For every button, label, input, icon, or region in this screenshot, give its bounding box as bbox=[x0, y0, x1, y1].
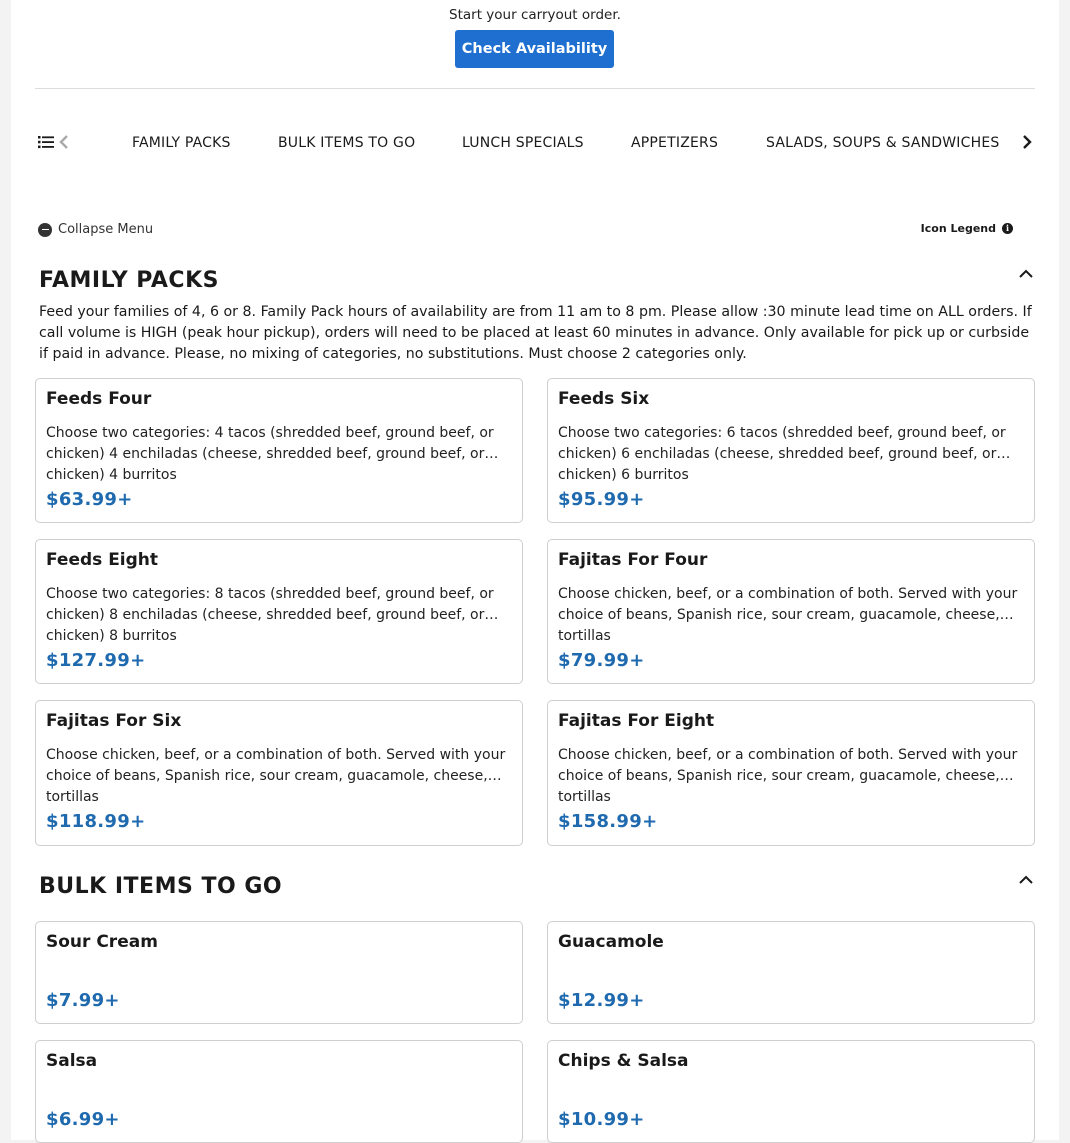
icon-legend-button[interactable] bbox=[921, 222, 1013, 235]
item-price: $118.99+ bbox=[46, 811, 146, 832]
item-price: $158.99+ bbox=[558, 811, 658, 832]
item-name: Guacamole bbox=[558, 932, 664, 952]
item-price: $7.99+ bbox=[46, 990, 120, 1011]
category-nav bbox=[35, 124, 1035, 164]
menu-item-card[interactable] bbox=[547, 539, 1035, 684]
item-price: $127.99+ bbox=[46, 650, 146, 671]
item-price: $10.99+ bbox=[558, 1109, 645, 1130]
section-title: BULK ITEMS TO GO bbox=[39, 874, 283, 899]
menu-item-card[interactable] bbox=[547, 1040, 1035, 1143]
item-name: Fajitas For Four bbox=[558, 550, 708, 570]
item-price: $63.99+ bbox=[46, 489, 133, 510]
item-description: Choose chicken, beef, or a combination of both. Served with your choice of beans, Spanish rice, sour cream, guacamole, cheese, tortillas bbox=[46, 747, 506, 805]
item-name: Fajitas For Six bbox=[46, 711, 182, 731]
collapse-menu-label: Collapse Menu bbox=[58, 222, 154, 237]
item-name: Fajitas For Eight bbox=[558, 711, 715, 731]
check-availability-button[interactable]: Check Availability bbox=[455, 30, 614, 68]
chevron-left-icon[interactable] bbox=[57, 133, 71, 151]
menu-page bbox=[11, 0, 1059, 1140]
menu-item-card[interactable] bbox=[35, 1040, 523, 1143]
item-name: Chips & Salsa bbox=[558, 1051, 689, 1071]
tab-salads-soups-sandwiches[interactable]: SALADS, SOUPS & SANDWICHES bbox=[766, 135, 1000, 151]
item-price: $95.99+ bbox=[558, 489, 645, 510]
item-name: Feeds Six bbox=[558, 389, 650, 409]
item-price: $6.99+ bbox=[46, 1109, 120, 1130]
carryout-prompt: Start your carryout order. bbox=[449, 7, 621, 23]
menu-item-card[interactable] bbox=[35, 921, 523, 1024]
item-name: Salsa bbox=[46, 1051, 98, 1071]
divider bbox=[35, 88, 1035, 89]
menu-item-card[interactable] bbox=[35, 539, 523, 684]
collapse-menu-button[interactable] bbox=[38, 222, 153, 237]
item-description: Choose chicken, beef, or a combination of both. Served with your choice of beans, Spanish rice, sour cream, guacamole, cheese, tortillas bbox=[558, 747, 1018, 805]
menu-item-card[interactable] bbox=[35, 700, 523, 846]
tab-appetizers[interactable]: APPETIZERS bbox=[631, 135, 719, 151]
tab-lunch-specials[interactable]: LUNCH SPECIALS bbox=[462, 135, 584, 151]
item-description: Choose two categories: 6 tacos (shredded beef, ground beef, or chicken) 6 enchiladas (cheese, shredded beef, ground beef, or chicken) 6 burritos bbox=[558, 425, 1006, 483]
menu-item-card[interactable] bbox=[35, 378, 523, 523]
item-price: $12.99+ bbox=[558, 990, 645, 1011]
section-description: Feed your families of 4, 6 or 8. Family Pack hours of availability are from 11 am to 8 pm. Please allow :30 minute lead time on ALL orders. If call volume is HIGH (peak hour pickup), orders will need to be placed at least 60 minutes in advance. Only available for pick up or curbside if paid in advance. Please, no mixing of categories, no substitutions. Must choose 2 categories only. bbox=[39, 304, 1032, 362]
item-description: Choose chicken, beef, or a combination of both. Served with your choice of beans, Spanish rice, sour cream, guacamole, cheese, tortillas bbox=[558, 586, 1018, 644]
menu-item-card[interactable] bbox=[547, 921, 1035, 1024]
minus-circle-icon bbox=[38, 223, 52, 237]
menu-item-card[interactable] bbox=[547, 378, 1035, 523]
tab-family-packs[interactable]: FAMILY PACKS bbox=[132, 135, 231, 151]
list-icon[interactable] bbox=[38, 134, 54, 150]
item-name: Sour Cream bbox=[46, 932, 158, 952]
category-tabs bbox=[95, 124, 1000, 164]
chevron-up-icon[interactable] bbox=[1018, 874, 1034, 886]
item-name: Feeds Eight bbox=[46, 550, 159, 570]
chevron-right-icon[interactable] bbox=[1019, 133, 1035, 151]
item-description: Choose two categories: 8 tacos (shredded beef, ground beef, or chicken) 8 enchiladas (cheese, shredded beef, ground beef, or chicken) 8 burritos bbox=[46, 586, 494, 644]
chevron-up-icon[interactable] bbox=[1018, 268, 1034, 280]
menu-item-card[interactable] bbox=[547, 700, 1035, 846]
item-price: $79.99+ bbox=[558, 650, 645, 671]
tab-bulk-items-to-go[interactable]: BULK ITEMS TO GO bbox=[278, 135, 416, 151]
section-title: FAMILY PACKS bbox=[39, 268, 219, 293]
info-icon: i bbox=[1002, 223, 1013, 234]
icon-legend-label: Icon Legend bbox=[920, 222, 996, 235]
item-description: Choose two categories: 4 tacos (shredded beef, ground beef, or chicken) 4 enchiladas (cheese, shredded beef, ground beef, or chicken) 4 burritos bbox=[46, 425, 494, 483]
item-name: Feeds Four bbox=[46, 389, 152, 409]
